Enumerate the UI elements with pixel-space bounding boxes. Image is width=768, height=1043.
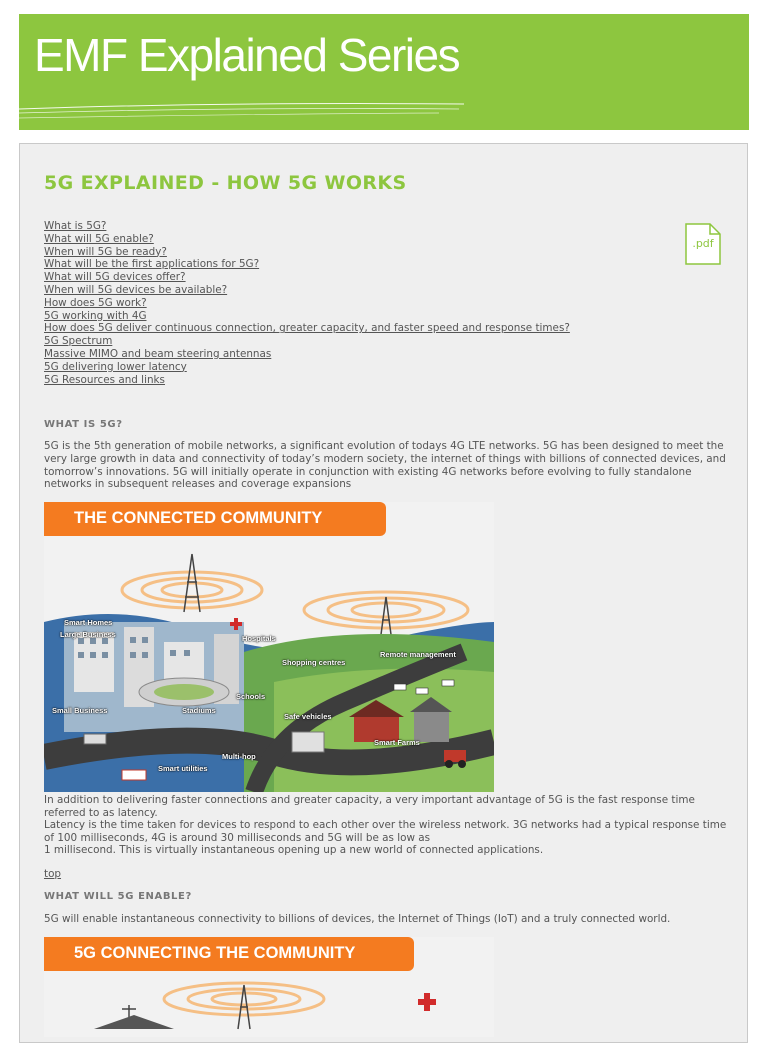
content-panel [19, 143, 748, 1043]
toc-link-what-will-5g-enable[interactable]: What will 5G enable? [44, 232, 154, 245]
toc-link-resources[interactable]: 5G Resources and links [44, 373, 165, 386]
figure-title-banner-2 [44, 937, 414, 971]
label-safe-vehicles: Safe vehicles [284, 712, 332, 721]
toc-link-first-applications[interactable]: What will be the first applications for 5G? [44, 258, 260, 271]
label-schools: Schools [236, 692, 266, 701]
toc-link-devices-available[interactable]: When will 5G devices be available? [44, 283, 228, 296]
toc-link-lower-latency[interactable]: 5G delivering lower latency [44, 360, 187, 373]
table-of-contents [44, 218, 570, 384]
toc-link-continuous-connection[interactable]: How does 5G deliver continuous connection, greater capacity, and faster speed and response times? [44, 322, 570, 335]
toc-link-spectrum[interactable]: 5G Spectrum [44, 335, 113, 348]
label-smart-farms: Smart Farms [374, 738, 420, 747]
toc-link-devices-offer[interactable]: What will 5G devices offer? [44, 271, 186, 284]
label-multi-hop: Multi-hop [222, 752, 256, 761]
label-shopping-centres: Shopping centres [282, 658, 346, 667]
back-to-top-link[interactable]: top [44, 868, 62, 880]
section-heading-what-will-5g-enable: WHAT WILL 5G ENABLE? [44, 891, 192, 902]
label-stadiums: Stadiums [182, 706, 216, 715]
connecting-community-illustration [44, 937, 494, 1037]
latency-paragraph-1: In addition to delivering faster connections and greater capacity, a very important advantage of 5G is the fast response time referred to as latency. [44, 794, 695, 819]
figure-title-banner [44, 502, 386, 536]
section-paragraph-what-is-5g: 5G is the 5th generation of mobile networks, a significant evolution of todays 4G LTE networks. 5G has been designed to meet the very large growth in data and connectivity of today’s modern society, the internet of things with billions of connected devices, and tomorrow’s innovations. 5G will initially operate in conjunction with existing 4G networks before evolving to fully standalone networks in subsequent releases and coverage expansions [44, 440, 726, 491]
figure-title: THE CONNECTED COMMUNITY [74, 509, 323, 527]
label-large-business: Large Business [60, 630, 116, 639]
connected-community-illustration [44, 502, 494, 792]
banner-title: EMF Explained Series [34, 29, 460, 81]
section-paragraph-what-will-5g-enable: 5G will enable instantaneous connectivity to billions of devices, the Internet of Things (IoT) and a truly connected world. [44, 913, 671, 925]
label-smart-homes: Smart Homes [64, 618, 113, 627]
toc-link-when-ready[interactable]: When will 5G be ready? [44, 245, 167, 258]
header-banner [19, 14, 749, 130]
figure-title-2: 5G CONNECTING THE COMMUNITY [74, 944, 356, 962]
label-remote-management: Remote management [380, 650, 456, 659]
label-hospitals: Hospitals [242, 634, 276, 643]
label-smart-utilities: Smart utilities [158, 764, 208, 773]
community-scene [44, 502, 494, 792]
pdf-icon-label: .pdf [692, 237, 714, 250]
section-heading-what-is-5g: WHAT IS 5G? [44, 419, 123, 430]
toc-link-what-is-5g[interactable]: What is 5G? [44, 220, 107, 232]
page-title: 5G EXPLAINED - HOW 5G WORKS [44, 172, 407, 194]
latency-paragraph-3: 1 millisecond. This is virtually instantaneous opening up a new world of connected applications. [44, 844, 544, 856]
toc-link-how-5g-works[interactable]: How does 5G work? [44, 296, 147, 309]
toc-link-massive-mimo[interactable]: Massive MIMO and beam steering antennas [44, 347, 272, 360]
toc-link-5g-with-4g[interactable]: 5G working with 4G [44, 309, 147, 322]
pdf-download-icon[interactable] [685, 223, 721, 265]
label-small-business: Small Business [52, 706, 108, 715]
latency-paragraph-2: Latency is the time taken for devices to respond to each other over the wireless network. 3G networks had a typical response time of 100 milliseconds, 4G is around 30 milliseconds and 5G will be as low as [44, 819, 727, 844]
